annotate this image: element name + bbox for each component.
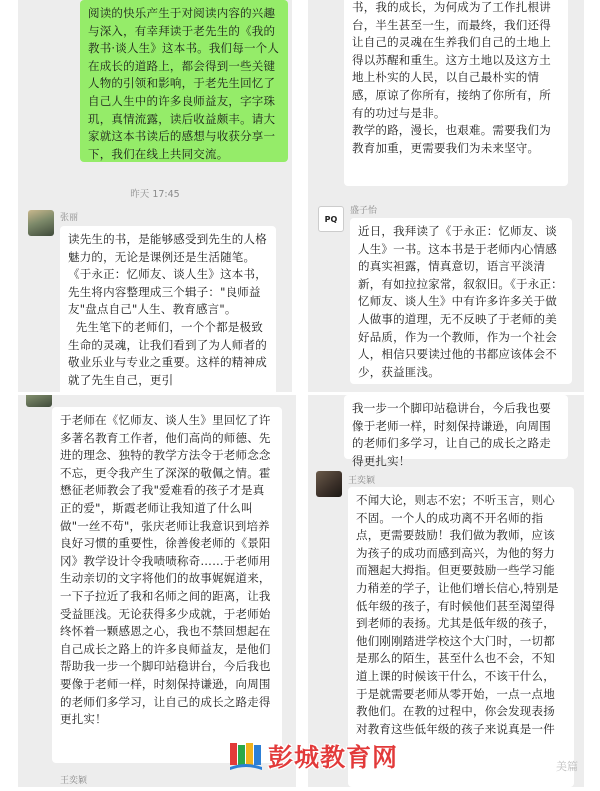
message-bubble-green [80,0,288,162]
book-logo-icon [228,739,264,773]
chat-panel-top-left [18,0,292,392]
message-bubble-white [344,0,568,186]
message-bubble-white [344,395,568,468]
corner-watermark: 美篇 [556,760,578,773]
chat-panel-top-right [308,0,584,392]
sender-name: 王奕颖 [348,476,376,486]
avatar[interactable] [28,210,54,236]
message-text: 读先生的书，是能够感受到先生的人格魅力的，无论是课例还是生活随笔。 《于永正：忆师友、谈人生》这本书，先生将内容整理成三个辑子："良师益友"盘点自己"人生、教育感言"。 先生笔下的老师们，一个个都是极致生命的灵魂，让我们看到了为人师者的敬业乐业与专业之重要。这样的精神成就了先生自己，更引 [68,232,267,387]
message-text: 书，我的成长，为何成为了工作扎根讲台，半生甚至一生，而最终，我们还得让自己的灵魂在生养我们自己的土地上得以苏醒和重生。这方土地以及这方土地上朴实的人民，以自己最朴实的情感，原谅了你所有，接纳了你所有，所有的功过与是非。 教学的路，漫长，也艰难。需要我们为教育加重，更需要我们为未来坚守。 [352,0,551,155]
sender-name: 张丽 [60,213,79,223]
site-watermark [228,736,398,776]
chat-panel-bottom-left [18,395,296,787]
message-text: 近日，我拜读了《于永正：忆师友、谈人生》一书。这本书是于老师内心情感的真实袒露，情真意切，语言平淡清新，有如拉拉家常，叙叙旧。《于永正：忆师友、谈人生》中有许多许多关于做人做事的道理，无不反映了于老师的美好品质，作为一个教师，作为一个社会人，相信只要读过他的书都应该体会不少，获益匪浅。 [358,224,563,379]
avatar[interactable] [316,471,342,497]
message-bubble-white [52,407,282,763]
message-bubble-white [350,218,572,384]
watermark-text: 彭城教育网 [268,743,399,772]
sender-name: 盛子怡 [350,206,378,216]
sender-name: 王奕颖 [60,776,88,786]
message-bubble-white [60,226,276,392]
chat-timestamp: 昨天 17:45 [130,189,180,200]
avatar[interactable] [26,395,52,407]
avatar[interactable]: PQ [318,206,344,232]
chat-panel-bottom-right [308,395,584,787]
message-text: 于老师在《忆师友、谈人生》里回忆了许多著名教育工作者，他们高尚的师德、先进的理念、独特的教学方法令于老师念念不忘，更令我产生了深深的敬佩之情。霍懋征老师教会了我"爱难看的孩子才是真正的爱"，斯霞老师让我知道了什么叫做"一丝不苟"，张庆老师让我意识到培养良好习惯的重要性，徐善俊老师的《景阳冈》教学设计令我啧啧称奇……于老师用生动亲切的文字将他们的故事娓娓道来，一下子拉近了我和名师之间的距离，让我受益匪浅。无论获得多少成就，于老师始终怀着一颗感恩之心，我也不禁回想起在自己成长之路上的许多良师益友，是他们帮助我一步一个脚印站稳讲台，今后我也要像于老师一样，时刻保持谦逊，向周围的老师们多学习，让自己的成长之路走得更扎实！ [60,413,271,727]
message-text: 不闻大论，则志不宏；不听玉言，则心不固。一个人的成功离不开名师的指点，更需要鼓励！我们做为教师，应该为孩子的成功而感到高兴，为他的努力而翘起大拇指。但更要鼓励一些学习能力稍差的学子，让他们增长信心,特别是低年级的孩子，有时候他们甚至渴望得到老师的表扬。尤其是低年级的孩子，他们刚刚踏进学校这个大门时，一切都是那么的陌生，甚至什么也不会，不知道上课的时候该干什么，不该干什么，于是就需要老师从零开始，一点一点地教他们。在教的过程中，你会发现表扬对教育这些低年级的孩子来说真是一件 [356,493,559,736]
message-text: 阅读的快乐产生于对阅读内容的兴趣与深入，有幸拜读于老先生的《我的教书·谈人生》这本书。我们每一个人在成长的道路上，都会得到一些关键人物的引领和影响，于老先生回忆了自己人生中的许多良师益友，字字珠玑，真情流露，读后收益颇丰。请大家就这本书读后的感想与收获分享一下，我们在线上共同交流。 [88,6,280,161]
message-text: 我一步一个脚印站稳讲台，今后我也要像于老师一样，时刻保持谦逊，向周围的老师们多学习，让自己的成长之路走得更扎实！ [352,401,551,468]
